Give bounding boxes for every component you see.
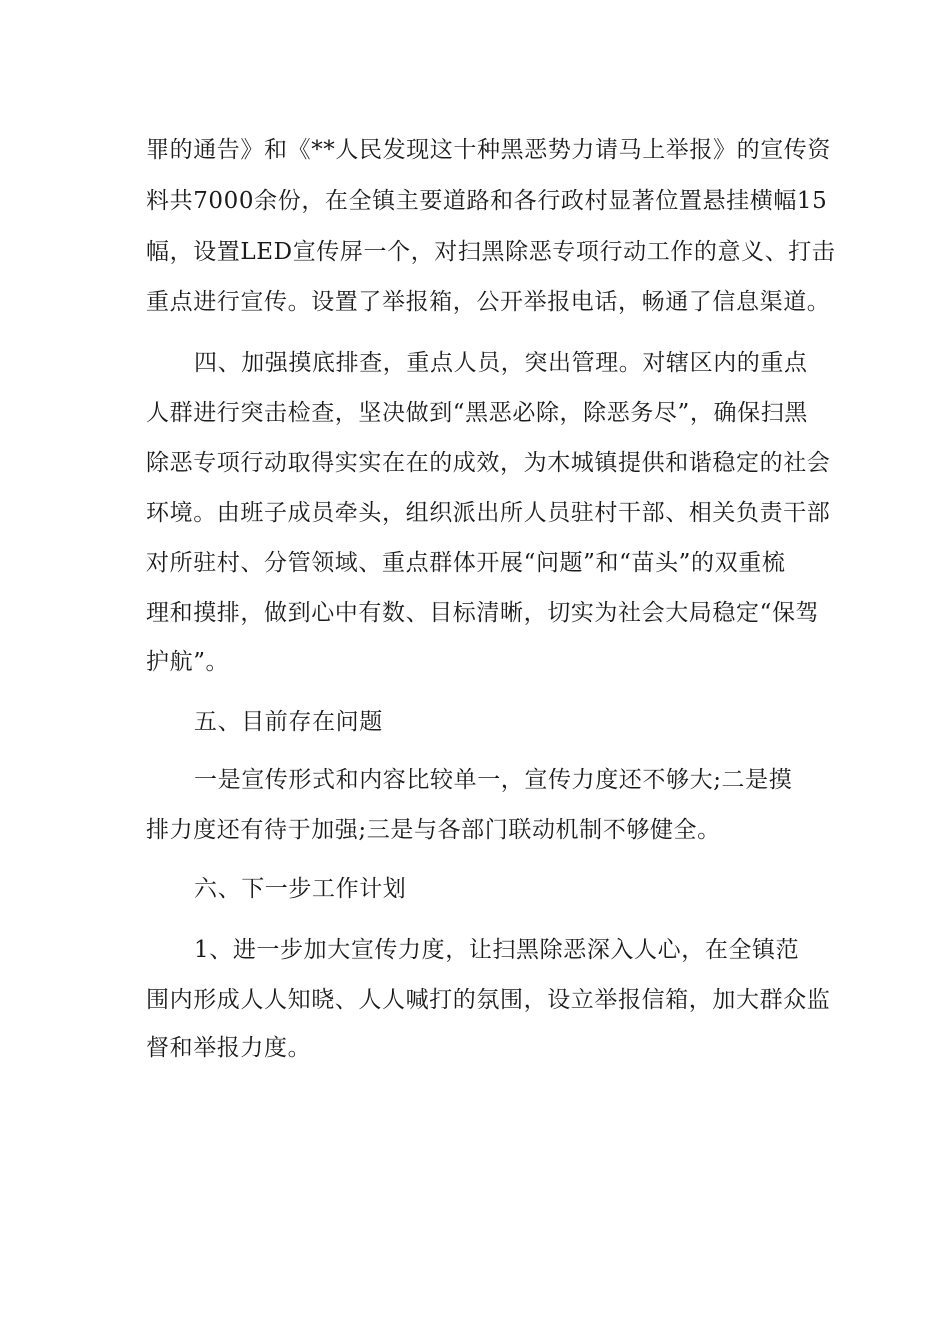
- section-heading: 六、下一步工作计划: [194, 876, 407, 902]
- paragraph-line: 护航”。: [146, 649, 230, 675]
- paragraph-line: 除恶专项行动取得实实在在的成效，为木城镇提供和谐稳定的社会: [146, 450, 831, 476]
- paragraph-line: 一是宣传形式和内容比较单一，宣传力度还不够大;二是摸: [194, 767, 793, 793]
- paragraph-line: 四、加强摸底排查，重点人员，突出管理。对辖区内的重点: [194, 350, 808, 376]
- paragraph-line: 围内形成人人知晓、人人喊打的氛围，设立举报信箱，加大群众监: [146, 987, 831, 1013]
- paragraph-line: 料共7000余份，在全镇主要道路和各行政村显著位置悬挂横幅15: [146, 188, 828, 214]
- paragraph-line: 幅，设置LED宣传屏一个，对扫黑除恶专项行动工作的意义、打击: [146, 239, 836, 265]
- paragraph-line: 重点进行宣传。设置了举报箱，公开举报电话，畅通了信息渠道。: [146, 289, 831, 315]
- paragraph-line: 罪的通告》和《**人民发现这十种黑恶势力请马上举报》的宣传资: [146, 137, 831, 163]
- paragraph-line: 环境。由班子成员牵头，组织派出所人员驻村干部、相关负责干部: [146, 500, 831, 526]
- paragraph-line: 督和举报力度。: [146, 1035, 312, 1061]
- paragraph-line: 对所驻村、分管领域、重点群体开展“问题”和“苗头”的双重梳: [146, 550, 786, 576]
- paragraph-line: 理和摸排，做到心中有数、目标清晰，切实为社会大局稳定“保驾: [146, 600, 820, 626]
- paragraph-line: 1、进一步加大宣传力度，让扫黑除恶深入人心，在全镇范: [194, 937, 800, 963]
- paragraph-line: 排力度还有待于加强;三是与各部门联动机制不够健全。: [146, 817, 721, 843]
- paragraph-line: 人群进行突击检查，坚决做到“黑恶必除，除恶务尽”，确保扫黑: [146, 400, 808, 426]
- section-heading: 五、目前存在问题: [194, 709, 383, 735]
